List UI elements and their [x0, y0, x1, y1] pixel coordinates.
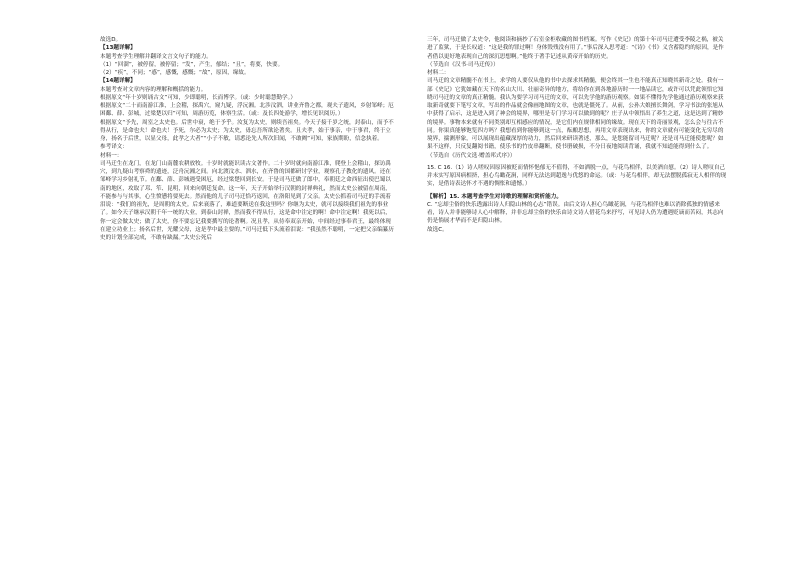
right-column [427, 36, 727, 234]
paragraph: 本题考查对文章内容的理解和概括的能力。 [100, 86, 207, 93]
paragraph: 司马迁的文章精髓不在书上，求学的人要仅从他的书中去探求其精髓，便会终其一生也不能真正知晓其新奇之处。我有一部《史记》它犹如藏在天下的名山大川、壮丽奇异的地方，将给你在到各地游历时一一地品读它，或许可以凭此领悟它知晓司马迁的文章的真正精髓。我认为要学习司马迁的文章，可以先学他的游历观察。如果不懂得先学他通过游历观察来获取新奇就要下笔写文章，写出的作品就会像画地图的文章，也就是僵死了。从前，公孙大娘擅长舞剑，学习书法的张旭从中获得了启示，这是进入到了神会的境界，哪里是专门学习可以做到的呢？庄子从中领悟出了养生之道，这是达到了精妙的境界。事物本来就有不同类别却互相感应的情况，是它们内在规律相同的缘故。现在天下的奇丽景观，怎么会与往古不同。你果真能够饱览四方吗？我想看到你能够到这一点，酝酿思想，再用文章表现出来，你的文章就有可能变化无穷尽的境界，揣测形象，可以展现出蕴藏深厚的功力，然后回来研读著述，那么，是您能留司马迁呢？还是司马迁能使您呢？如果不这样，只反复翻阅书籍，使乐书的竹皮串翻断，使书册破损，不分日夜地阅读背诵，我就不知道能得到什么了。 [427, 78, 724, 151]
paragraph: 材料一： [100, 152, 123, 159]
paragraph: 参考译文： [100, 144, 128, 151]
paragraph: 根据原文“年十岁则诵古文”可知，少即聪明，长而博学。（或：少时聪慧勤学。） [100, 94, 296, 101]
paragraph: （1）“回溜”，被停留，被停留；“发”，产生，郁结；“且”，将要，快要。 [100, 61, 284, 68]
paragraph: 根据原文“予先，周室之太史也。后世中衰，绝于予乎。汝复为太史，则续吾祖矣。今天子接千岁之统，封泰山，而予不得从行，是命也夫！命也夫！予死，尔必为太史；为太史，毋忘吾所欲论著矣。且夫孝，始于事亲，中于事君，终于立身，扬名于后世，以显父母，此孝之大者”“小子不敏，请悉论先人所次旧闻，不敢阙”可知，家族期盼，信念执着。 [100, 119, 394, 142]
section-heading: 【13题详解】 [100, 45, 136, 52]
paragraph: 故选D。 [100, 37, 122, 43]
paragraph: 故选C。 [427, 226, 448, 233]
section-heading: 【解析】15. 本题考查学生对诗歌的理解和赏析能力。 [427, 193, 562, 200]
paragraph: （节选自《汉书·司马迁传》） [427, 61, 499, 68]
paragraph: 三年，司马迁做了太史令，他阅读和摘抄了石室金柜收藏的图书档案。写作《史记》的第十年司马迁遭受李陵之祸，被关进了监狱，于是长叹道：“这是我的罪过啊！身体毁残没有用了。”事后深入思考道：“《诗》《书》义含蓄隐约的原因，是作者借以更好地表现自己的深沉思想啊。”他终于著手记述从黄帝开始的历史。 [427, 37, 724, 60]
paragraph: 根据原文“二十而南游江淮，上会稽，探禹穴，窥九疑，浮沅湘。北涉汶泗，讲业齐鲁之都，观夫子遗风，乡射邹峄；厄困鄱、薛、彭城，过梁楚以归”可知，周游历览，体察生活。（或：及长四处游学，增长见识阅历。） [100, 103, 394, 118]
paragraph: 材料二： [427, 70, 450, 76]
paragraph: 本题考查学生理解并翻译文言文句子的能力。 [100, 53, 212, 60]
paragraph: 司马迁生在龙门，在龙门山南麓农耕放牧。十岁时就能识读古文著作。二十岁时就向南游江淮，爬登上会稽山，探访禹穴，到九疑山考察舜的遗迹，泛舟沅湘之间。向北渡汶水、泗水，在齐鲁的国都研讨学业，观察孔子教化的遗风。还在邹峄学习乡射礼节。在鄱、薛、彭城遇受困厄，经过梁楚回到长安。于是司马迁做了郎中，奉朝廷之命西征出使巴蜀以南的地区，攻取了邛、笮、昆明，回来向朝廷复命。这一年，天子开始举行汉朝的封禅典礼，然而太史公被留在周南，不能参与与其事，心生愤懑将要死去。然而他的儿子司马迁恰巧返回，在洛阳见到了父亲。太史公抓着司马迁的手流着泪说：“我们的祖先，是周朝的太史。后来衰落了，难道要断送在我这里吗？你继为太史，就可以接续我们祖先的事业了。如今天子继承汉朝千年一统的大业，到泰山封禅，然而我不得从行，这是命中注定的啊！命中注定啊！我死以后，你一定会做太史；做了太史，你不要忘记我要撰写的论著啊。况且孝，从侍奉双亲开始，中间经过事奉君王，最终体现在建立功业上；扬名后世，光耀父母，这是孝中最主要的。”司马迁低下头流着泪说：“我虽然不聪明，一定把父亲编纂历史的计划全部完成，不敢有缺漏。”太史公死后 [100, 160, 394, 241]
paragraph: （节选自《历代文选·赠盖邦式序》） [427, 152, 516, 159]
paragraph: C. “忘却尘俗的快乐透露出诗人归隐山林的心志”错误。由后文诗人担心鸟瞰花涧，与花鸟相伴也难以消除孤独的情感来看，诗人并非能够诗人心中解释，并非忘却尘俗的快乐由诗文诗人借花鸟来抒写，可见诗人仍为遭遇贬谪而苦闷，其志向仍是倘展才华而不是归隐山林。 [427, 201, 724, 225]
paragraph: （2）“疾”，不同；“惑”，感慨，感慨；“故”，原因，缘故。 [100, 70, 250, 76]
paragraph: 15. C 16.（1）诗人嗟叹因原因被贬而情怀悒郁无不值得，不如洒脱一点，与花鸟相伴，以美酒自慰。（2）诗人嗟叹自己并未实写原因病相挤，担心鸟瞰花涧，同样无法达到超逸与优悠的命运。（或：与花鸟相伴，却无法摆脱孤寂无人相伴的现实，是借诗表达怀才不遇的惆怅和遗憾。） [427, 164, 727, 188]
left-column [100, 36, 396, 242]
section-heading: 【14题详解】 [100, 78, 136, 85]
